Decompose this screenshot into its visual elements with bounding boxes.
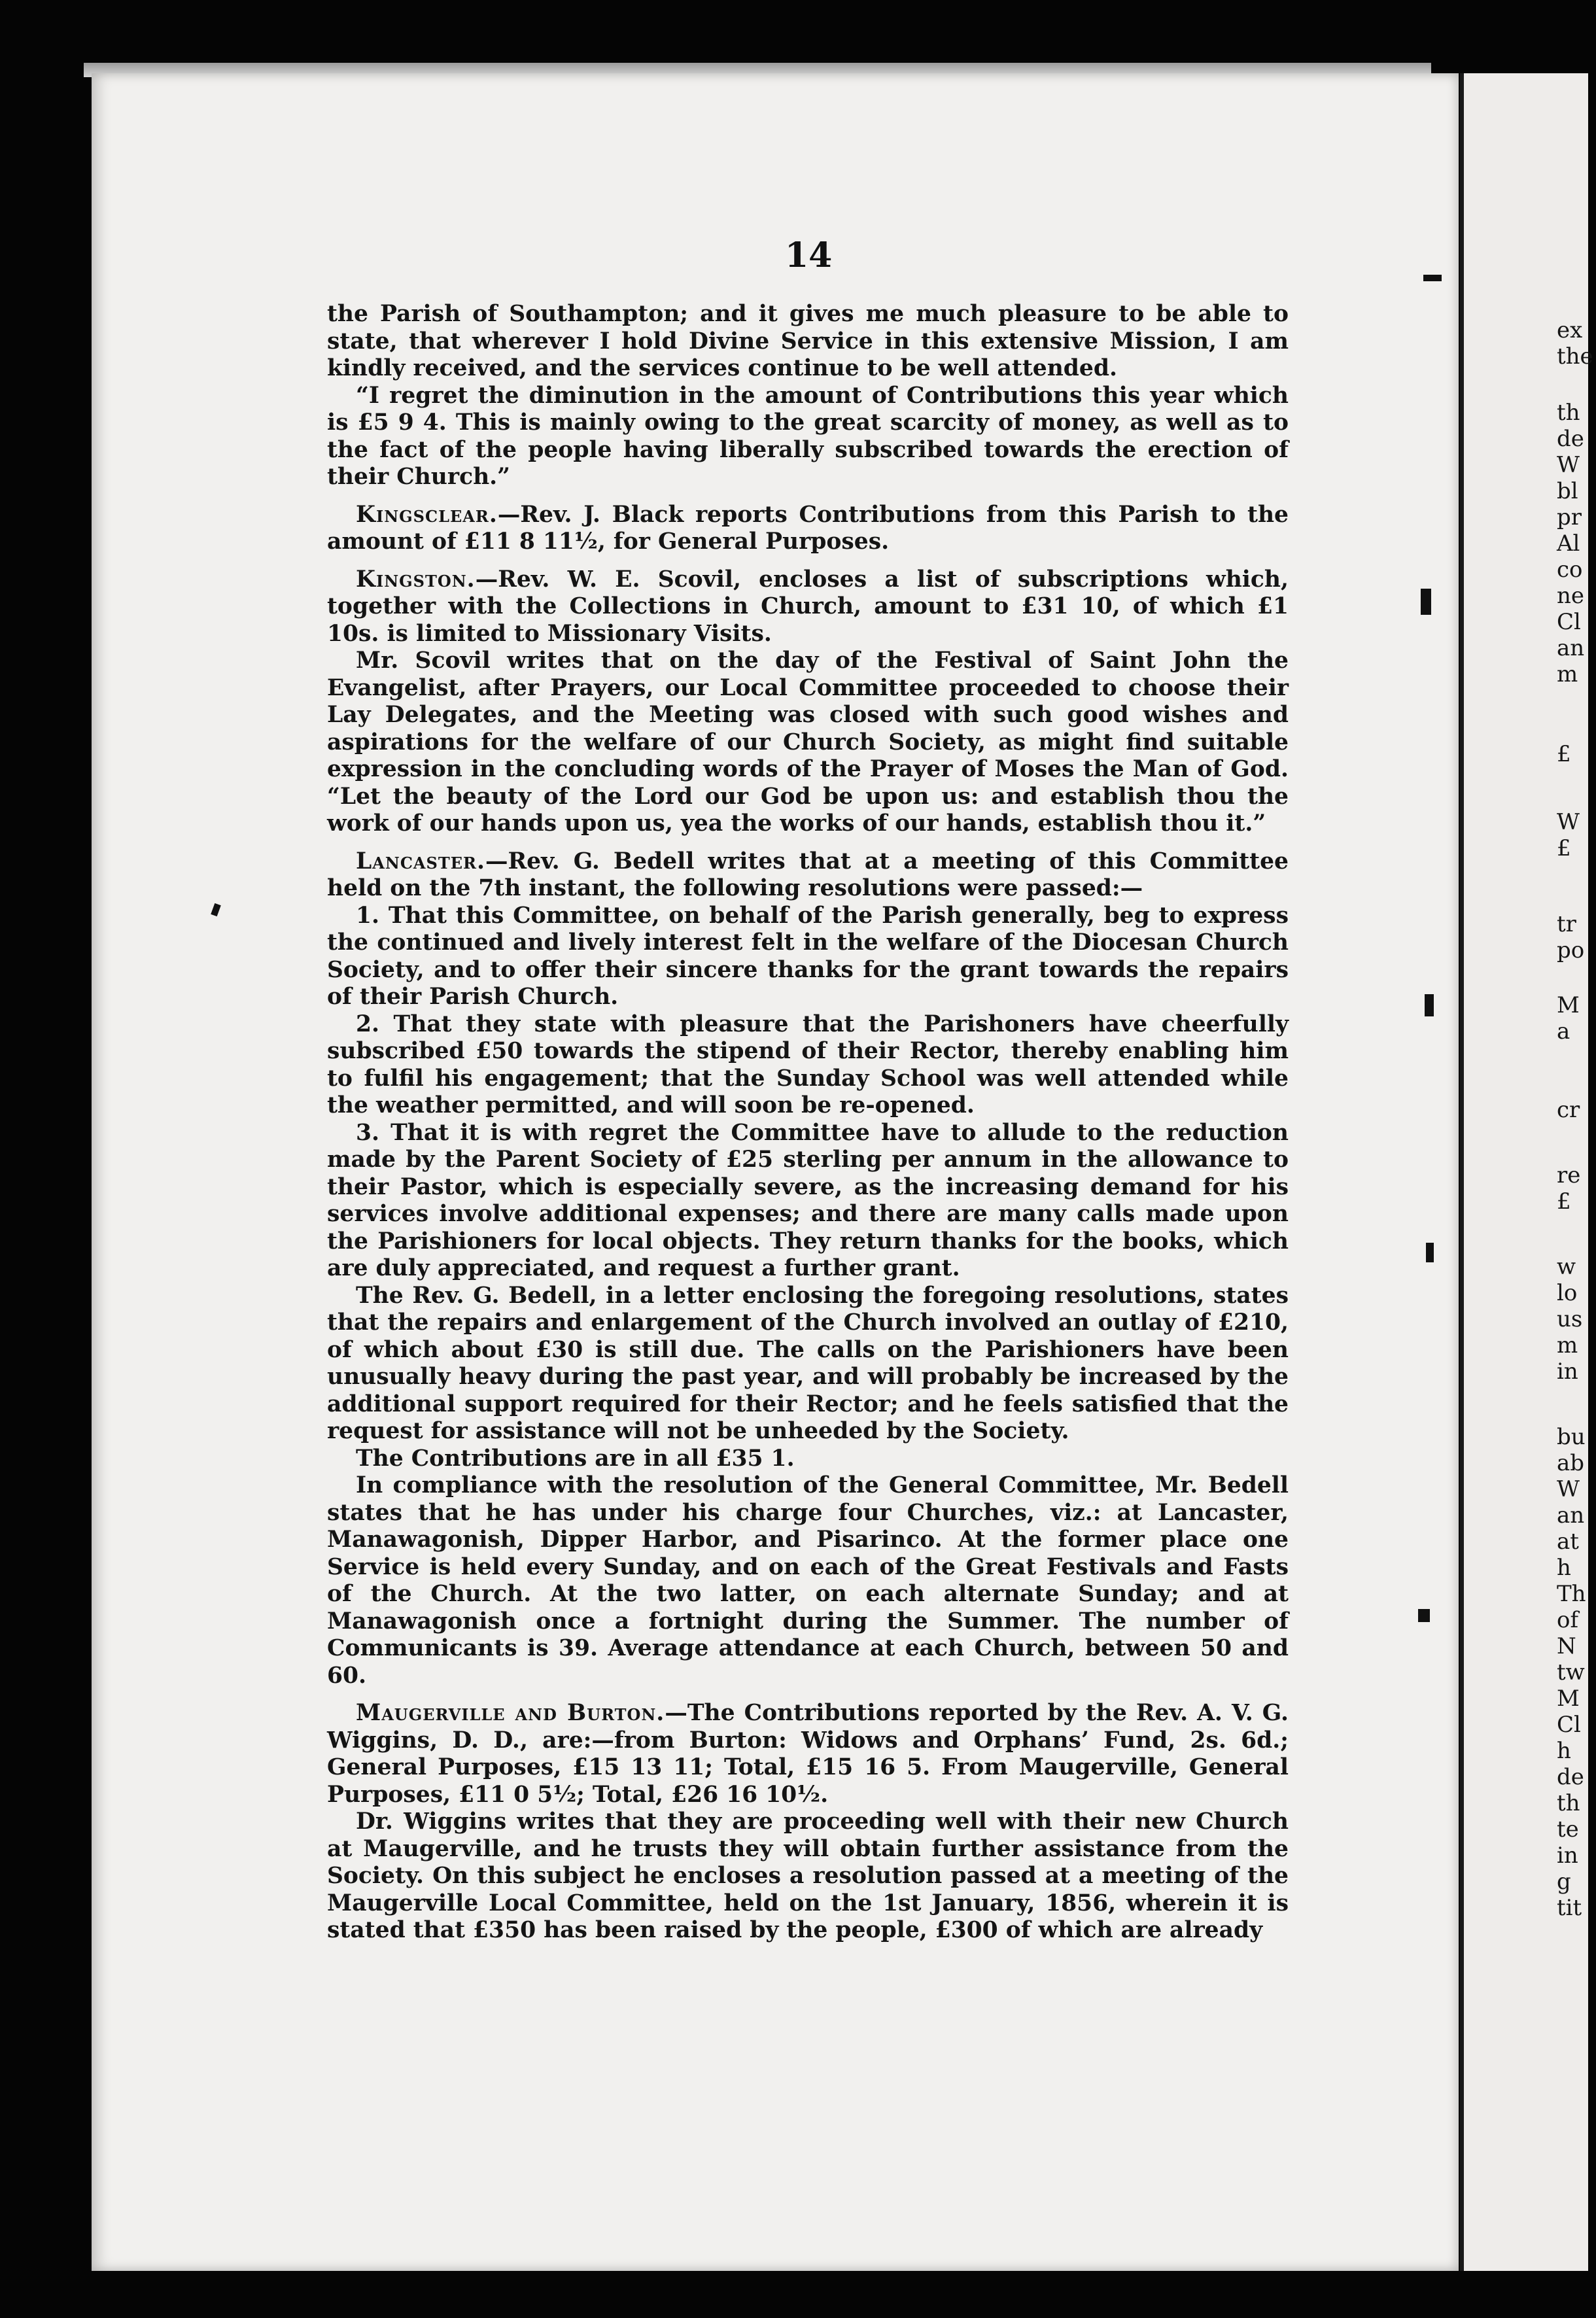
binding-mark <box>1421 589 1431 615</box>
paragraph-text: The Contributions are in all £35 1. <box>356 1445 795 1472</box>
facing-page-fragment: tit <box>1557 1895 1582 1921</box>
facing-page-fragment: ne <box>1557 583 1585 609</box>
facing-page-fragment: th <box>1557 400 1580 426</box>
paragraph-text: 2. That they state with pleasure that the Parishoners have cheerfully subscribed £50 towards the stipend of their Rector, thereby enabling him to fulfil his engagement; that the Sunday School was well attended while the weather permitted, and will soon be re-opened. <box>327 1011 1289 1118</box>
facing-page-fragment: Cl <box>1557 609 1581 635</box>
paragraph <box>327 848 1289 903</box>
parish-heading: Maugerville and Burton. <box>356 1700 665 1726</box>
paragraph-text: —Rev. W. E. Scovil, encloses a list of subscriptions which, together with the Collections in Church, amount to £31 10, of which £1 10s. is limited to Missionary Visits. <box>327 566 1289 647</box>
paragraph <box>327 903 1289 1011</box>
paragraph <box>327 383 1289 491</box>
facing-page-fragment: tw <box>1557 1659 1585 1686</box>
facing-page-fragment: the <box>1557 343 1593 370</box>
facing-page-fragment: tr <box>1557 911 1576 937</box>
facing-page-fragment: Th <box>1557 1581 1586 1607</box>
facing-page-fragment: at <box>1557 1529 1579 1555</box>
facing-page-fragment: cr <box>1557 1097 1580 1123</box>
binding-mark <box>1423 275 1442 281</box>
paragraph <box>327 1445 1289 1473</box>
facing-page-fragment: te <box>1557 1816 1579 1842</box>
facing-page-fragment: £ <box>1557 835 1571 861</box>
paragraph <box>327 566 1289 648</box>
paragraph-text: Mr. Scovil writes that on the day of the Festival of Saint John the Evangelist, after Prayers, our Local Committee proceeded to choose their Lay Delegates, and the Meeting was closed with such good wishes and aspirations for the welfare of our Church Society, as might find suitable expression in the concluding words of the Prayer of Moses the Man of God. “Let the beauty of the Lord our God be upon us: and establish thou the work of our hands upon us, yea the works of our hands, establish thou it.” <box>327 648 1289 837</box>
paragraph-text: “I regret the diminution in the amount of Contributions this year which is £5 9 4. This is mainly owing to the great scarcity of money, as well as to the fact of the people having liberally subscribed towards the erection of their Church.” <box>327 382 1289 490</box>
paragraph-text: In compliance with the resolution of the General Committee, Mr. Bedell states that he has under his charge four Churches, viz.: at Lancaster, Manawagonish, Dipper Harbor, and Pisarinco. At the former place one Service is held every Sunday, and on each of the Great Festivals and Fasts of the Church. At the two latter, on each alternate Sunday; and at Manawagonish once a fortnight during the Summer. The number of Communicants is 39. Average attendance at each Church, between 50 and 60. <box>327 1472 1289 1689</box>
facing-page-fragment: £ <box>1557 1188 1571 1215</box>
paragraph-text: —The Contributions reported by the Rev. A. V. G. Wiggins, D. D., are:—from Burton: Widows and Orphans’ Fund, 2s. 6d.; General Purposes, £15 13 11; Total, £15 16 5. From Maugerville, General Purposes, £11 0 5½; Total, £26 16 10½. <box>327 1700 1289 1808</box>
facing-page-fragment: N <box>1557 1633 1576 1659</box>
facing-page-fragment: ab <box>1557 1450 1585 1476</box>
facing-page-fragment: bl <box>1557 478 1578 504</box>
facing-page-fragment: in <box>1557 1842 1578 1869</box>
paragraph <box>327 301 1289 383</box>
binding-mark <box>1425 994 1434 1016</box>
paragraph <box>327 1700 1289 1808</box>
paragraph <box>327 1120 1289 1283</box>
facing-page-fragment: re <box>1557 1162 1581 1188</box>
paragraph <box>327 502 1289 556</box>
paragraph-text: 3. That it is with regret the Committee have to allude to the reduction made by the Parent Society of £25 sterling per annum in the allowance to their Pastor, which is especially severe, as the increasing demand for his services involve additional expenses; and there are many calls made upon the Parishioners for local objects. They return thanks for the books, which are duly appreciated, and request a further grant. <box>327 1119 1289 1281</box>
body-text <box>327 301 1289 1945</box>
parish-heading: Kingston. <box>356 566 476 593</box>
facing-page-fragment: in <box>1557 1358 1578 1385</box>
facing-page-fragment: de <box>1557 1764 1584 1790</box>
facing-page-fragment: an <box>1557 635 1585 661</box>
paragraph-text: The Rev. G. Bedell, in a letter enclosing the foregoing resolutions, states that the repairs and enlargement of the Church involved an outlay of £210, of which about £30 is still due. The calls on the Parishioners have been unusually heavy during the past year, and will probably be increased by the additional support required for their Rector; and he feels satisfied that the request for assistance will not be unheeded by the Society. <box>327 1282 1289 1444</box>
paragraph <box>327 1472 1289 1689</box>
facing-page-fragment: M <box>1557 992 1580 1018</box>
parish-heading: Kingsclear. <box>356 501 498 528</box>
facing-page-fragment: lo <box>1557 1280 1578 1306</box>
parish-heading: Lancaster. <box>356 848 485 874</box>
facing-page-fragment: W <box>1557 452 1580 478</box>
facing-page-fragment: an <box>1557 1502 1585 1529</box>
facing-page-fragment: of <box>1557 1607 1579 1633</box>
facing-page-fragment: M <box>1557 1686 1580 1712</box>
paragraph <box>327 1808 1289 1945</box>
paragraph <box>327 1283 1289 1445</box>
facing-page-fragment: m <box>1557 661 1578 687</box>
paragraph-text: 1. That this Committee, on behalf of the Parish generally, beg to express the continued and lively interest felt in the welfare of the Diocesan Church Society, and to offer their sincere thanks for the grant towards the repairs of their Parish Church. <box>327 902 1289 1010</box>
facing-page-fragment: h <box>1557 1555 1571 1581</box>
facing-page-fragment: de <box>1557 426 1584 452</box>
facing-page-strip <box>1460 73 1593 2271</box>
paragraph-text: —Rev. G. Bedell writes that at a meeting of this Committee held on the 7th instant, the following resolutions were passed:— <box>327 848 1289 901</box>
facing-page-fragment: Al <box>1557 530 1580 557</box>
facing-page-fragment: us <box>1557 1306 1583 1332</box>
paragraph <box>327 648 1289 838</box>
paragraph-text: —Rev. J. Black reports Contributions from this Parish to the amount of £11 8 11½, for General Purposes. <box>327 501 1289 555</box>
facing-page-fragment: pr <box>1557 504 1582 530</box>
paragraph-text: the Parish of Southampton; and it gives me much pleasure to be able to state, that wherever I hold Divine Service in this extensive Mission, I am kindly received, and the services continue to be well attended. <box>327 301 1289 381</box>
facing-page-fragment: th <box>1557 1790 1580 1816</box>
facing-page-fragment: £ <box>1557 741 1571 767</box>
paragraph <box>327 1011 1289 1120</box>
facing-page-fragment: a <box>1557 1018 1570 1045</box>
facing-page-fragment: ex <box>1557 317 1583 343</box>
facing-page-fragment: bu <box>1557 1424 1586 1450</box>
facing-page-fragment: W <box>1557 809 1580 835</box>
facing-page-fragment: m <box>1557 1332 1578 1358</box>
paragraph-text: Dr. Wiggins writes that they are proceeding well with their new Church at Maugerville, and he trusts they will obtain further assistance from the Society. On this subject he encloses a resolution passed at a meeting of the Maugerville Local Committee, held on the 1st January, 1856, wherein it is stated that £350 has been raised by the people, £300 of which are already <box>327 1808 1289 1943</box>
binding-mark <box>1426 1243 1434 1262</box>
facing-page-fragment: po <box>1557 937 1585 963</box>
facing-page-fragment: co <box>1557 557 1583 583</box>
facing-page-fragment: W <box>1557 1476 1580 1502</box>
facing-page-fragment: g <box>1557 1869 1571 1895</box>
facing-page-fragment: w <box>1557 1254 1576 1280</box>
facing-page-fragment: Cl <box>1557 1712 1581 1738</box>
binding-mark <box>1418 1609 1430 1622</box>
facing-page-fragment: h <box>1557 1738 1571 1764</box>
page-number: 14 <box>785 235 833 275</box>
